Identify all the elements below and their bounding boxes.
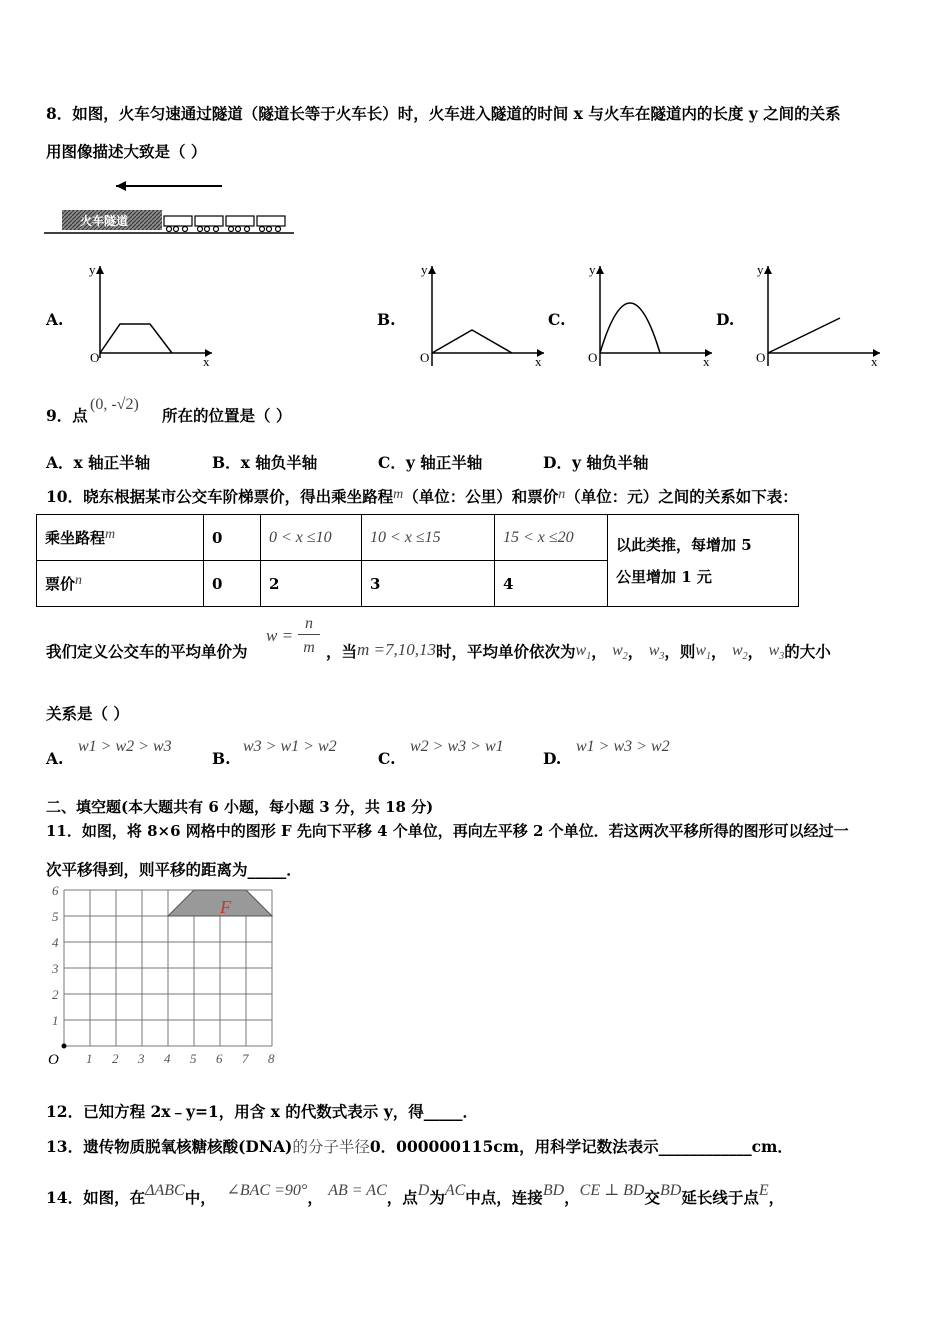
q9-point: (0, -√2) xyxy=(90,396,139,413)
grid-origin-label: O xyxy=(48,1052,59,1068)
table-cell: 2 xyxy=(261,561,362,607)
svg-text:y: y xyxy=(757,262,764,277)
q11-text-line2: 次平移得到，则平移的距离为_____． xyxy=(46,860,302,879)
q8-graph-a[interactable] xyxy=(80,258,220,370)
q10-option-a-expr[interactable]: w1 > w2 > w3 xyxy=(78,738,172,755)
grid-x-label: 8 xyxy=(268,1051,275,1066)
grid-x-label: 2 xyxy=(112,1051,119,1066)
q10-option-d-expr[interactable]: w1 > w3 > w2 xyxy=(576,738,670,755)
q9-suffix: 所在的位置是（ ） xyxy=(162,406,292,425)
table-cell: 3 xyxy=(362,561,495,607)
q13-text: 13．遗传物质脱氧核糖核酸(DNA)的分子半径0．000000115cm，用科学记数法表示____________cm． xyxy=(46,1137,793,1156)
q10-frac-den: m xyxy=(303,639,315,656)
q11-grid-figure xyxy=(44,886,284,1072)
grid-x-label: 6 xyxy=(216,1051,223,1066)
q9-option-b[interactable]: B．x 轴负半轴 xyxy=(212,453,318,472)
grid-x-label: 7 xyxy=(242,1051,249,1066)
svg-text:y: y xyxy=(589,262,596,277)
q10-frac-num: n xyxy=(298,614,320,635)
table-cell: 0 xyxy=(204,515,261,561)
q8-graph-c[interactable] xyxy=(580,258,720,370)
svg-text:O: O xyxy=(420,350,430,365)
grid-x-label: 4 xyxy=(164,1051,171,1066)
svg-text:O: O xyxy=(756,350,766,365)
q10-option-a-letter[interactable]: A. xyxy=(46,749,64,768)
q10-option-c-expr[interactable]: w2 > w3 > w1 xyxy=(410,738,504,755)
q8-option-c-label[interactable]: C. xyxy=(548,310,566,329)
svg-text:x: x xyxy=(535,354,542,369)
svg-text:x: x xyxy=(703,354,710,369)
q10-definition-line2: 关系是（ ） xyxy=(46,704,129,723)
grid-y-label: 4 xyxy=(52,935,59,950)
grid-y-label: 3 xyxy=(52,961,59,976)
table-cell: 10 < x ≤15 xyxy=(362,515,495,561)
table-row xyxy=(37,515,799,561)
direction-arrow-head xyxy=(116,181,126,191)
table-cell: 0 xyxy=(204,561,261,607)
table-note: 以此类推，每增加 5 公里增加 1 元 xyxy=(608,515,799,607)
grid-y-label: 1 xyxy=(52,1013,59,1028)
fare-table xyxy=(36,514,799,607)
row1-label: 乘坐路程m xyxy=(37,515,204,561)
q10-option-c-letter[interactable]: C. xyxy=(378,749,396,768)
svg-text:x: x xyxy=(203,354,210,369)
q8-graph-d[interactable] xyxy=(748,258,888,370)
grid-x-label: 1 xyxy=(86,1051,93,1066)
q10-intro: 10．晓东根据某市公交车阶梯票价，得出乘坐路程m（单位：公里）和票价n（单位：元）之间的关系如下表： xyxy=(46,487,798,506)
q11-text-line1: 11．如图，将 8×6 网格中的图形 F 先向下平移 4 个单位，再向左平移 2 个单位．若这两次平移所得的图形可以经过一 xyxy=(46,822,849,840)
q8-option-a-label[interactable]: A. xyxy=(46,310,64,329)
train-tunnel-figure xyxy=(44,176,296,238)
q10-option-b-letter[interactable]: B. xyxy=(212,749,231,768)
q9-prefix: 9．点 xyxy=(46,406,88,425)
q8-text-line2: 用图像描述大致是（ ） xyxy=(46,142,207,161)
grid-origin-dot xyxy=(62,1044,67,1049)
grid-x-label: 3 xyxy=(138,1051,145,1066)
table-cell: 4 xyxy=(495,561,608,607)
q10-w-lhs: w = xyxy=(266,626,294,645)
q9-option-d[interactable]: D．y 轴负半轴 xyxy=(543,453,649,472)
train-cars xyxy=(164,216,285,232)
q8-option-d-label[interactable]: D. xyxy=(716,310,735,329)
q10-definition: 我们定义公交车的平均单价为 xyxy=(46,642,248,661)
q10-definition-cont: ，当m =7,10,13时，平均单价依次为$w_1$， $w_2$， $w_3$，则$w_1$， $w_2$， $w_3$的大小 xyxy=(326,640,831,663)
svg-text:y: y xyxy=(421,262,428,277)
q10-option-b-expr[interactable]: w3 > w1 > w2 xyxy=(243,738,337,755)
q9-option-c[interactable]: C．y 轴正半轴 xyxy=(378,453,483,472)
svg-text:O: O xyxy=(90,350,100,365)
svg-text:x: x xyxy=(871,354,878,369)
grid-y-label: 6 xyxy=(52,886,59,898)
svg-text:O: O xyxy=(588,350,598,365)
q8-graph-b[interactable] xyxy=(412,258,552,370)
q8-option-b-label[interactable]: B. xyxy=(377,310,396,329)
q10-option-d-letter[interactable]: D. xyxy=(543,749,562,768)
q14-text: 14．如图，在ΔABC中， ∠BAC =90°， AB = AC，点D为AC中点，连接BD，CE ⊥ BD交BD延长线于点E， xyxy=(46,1182,785,1207)
grid-x-label: 5 xyxy=(190,1051,197,1066)
row2-label: 票价n xyxy=(37,561,204,607)
table-cell: 0 < x ≤10 xyxy=(261,515,362,561)
q12-text: 12．已知方程 2x﹣y=1，用含 x 的代数式表示 y，得_____． xyxy=(46,1102,478,1121)
grid-y-label: 5 xyxy=(52,909,59,924)
tunnel-label: 火车隧道 xyxy=(80,214,129,228)
q9-option-a[interactable]: A．x 轴正半轴 xyxy=(46,453,151,472)
grid-y-label: 2 xyxy=(52,987,59,1002)
svg-text:y: y xyxy=(89,262,96,277)
q8-text-line1: 8．如图，火车匀速通过隧道（隧道长等于火车长）时，火车进入隧道的时间 x 与火车在隧道内的长度 y 之间的关系 xyxy=(46,104,841,123)
shape-f-label: F xyxy=(220,897,231,917)
section2-title: 二、填空题(本大题共有 6 小题，每小题 3 分，共 18 分) xyxy=(46,798,434,816)
table-cell: 15 < x ≤20 xyxy=(495,515,608,561)
